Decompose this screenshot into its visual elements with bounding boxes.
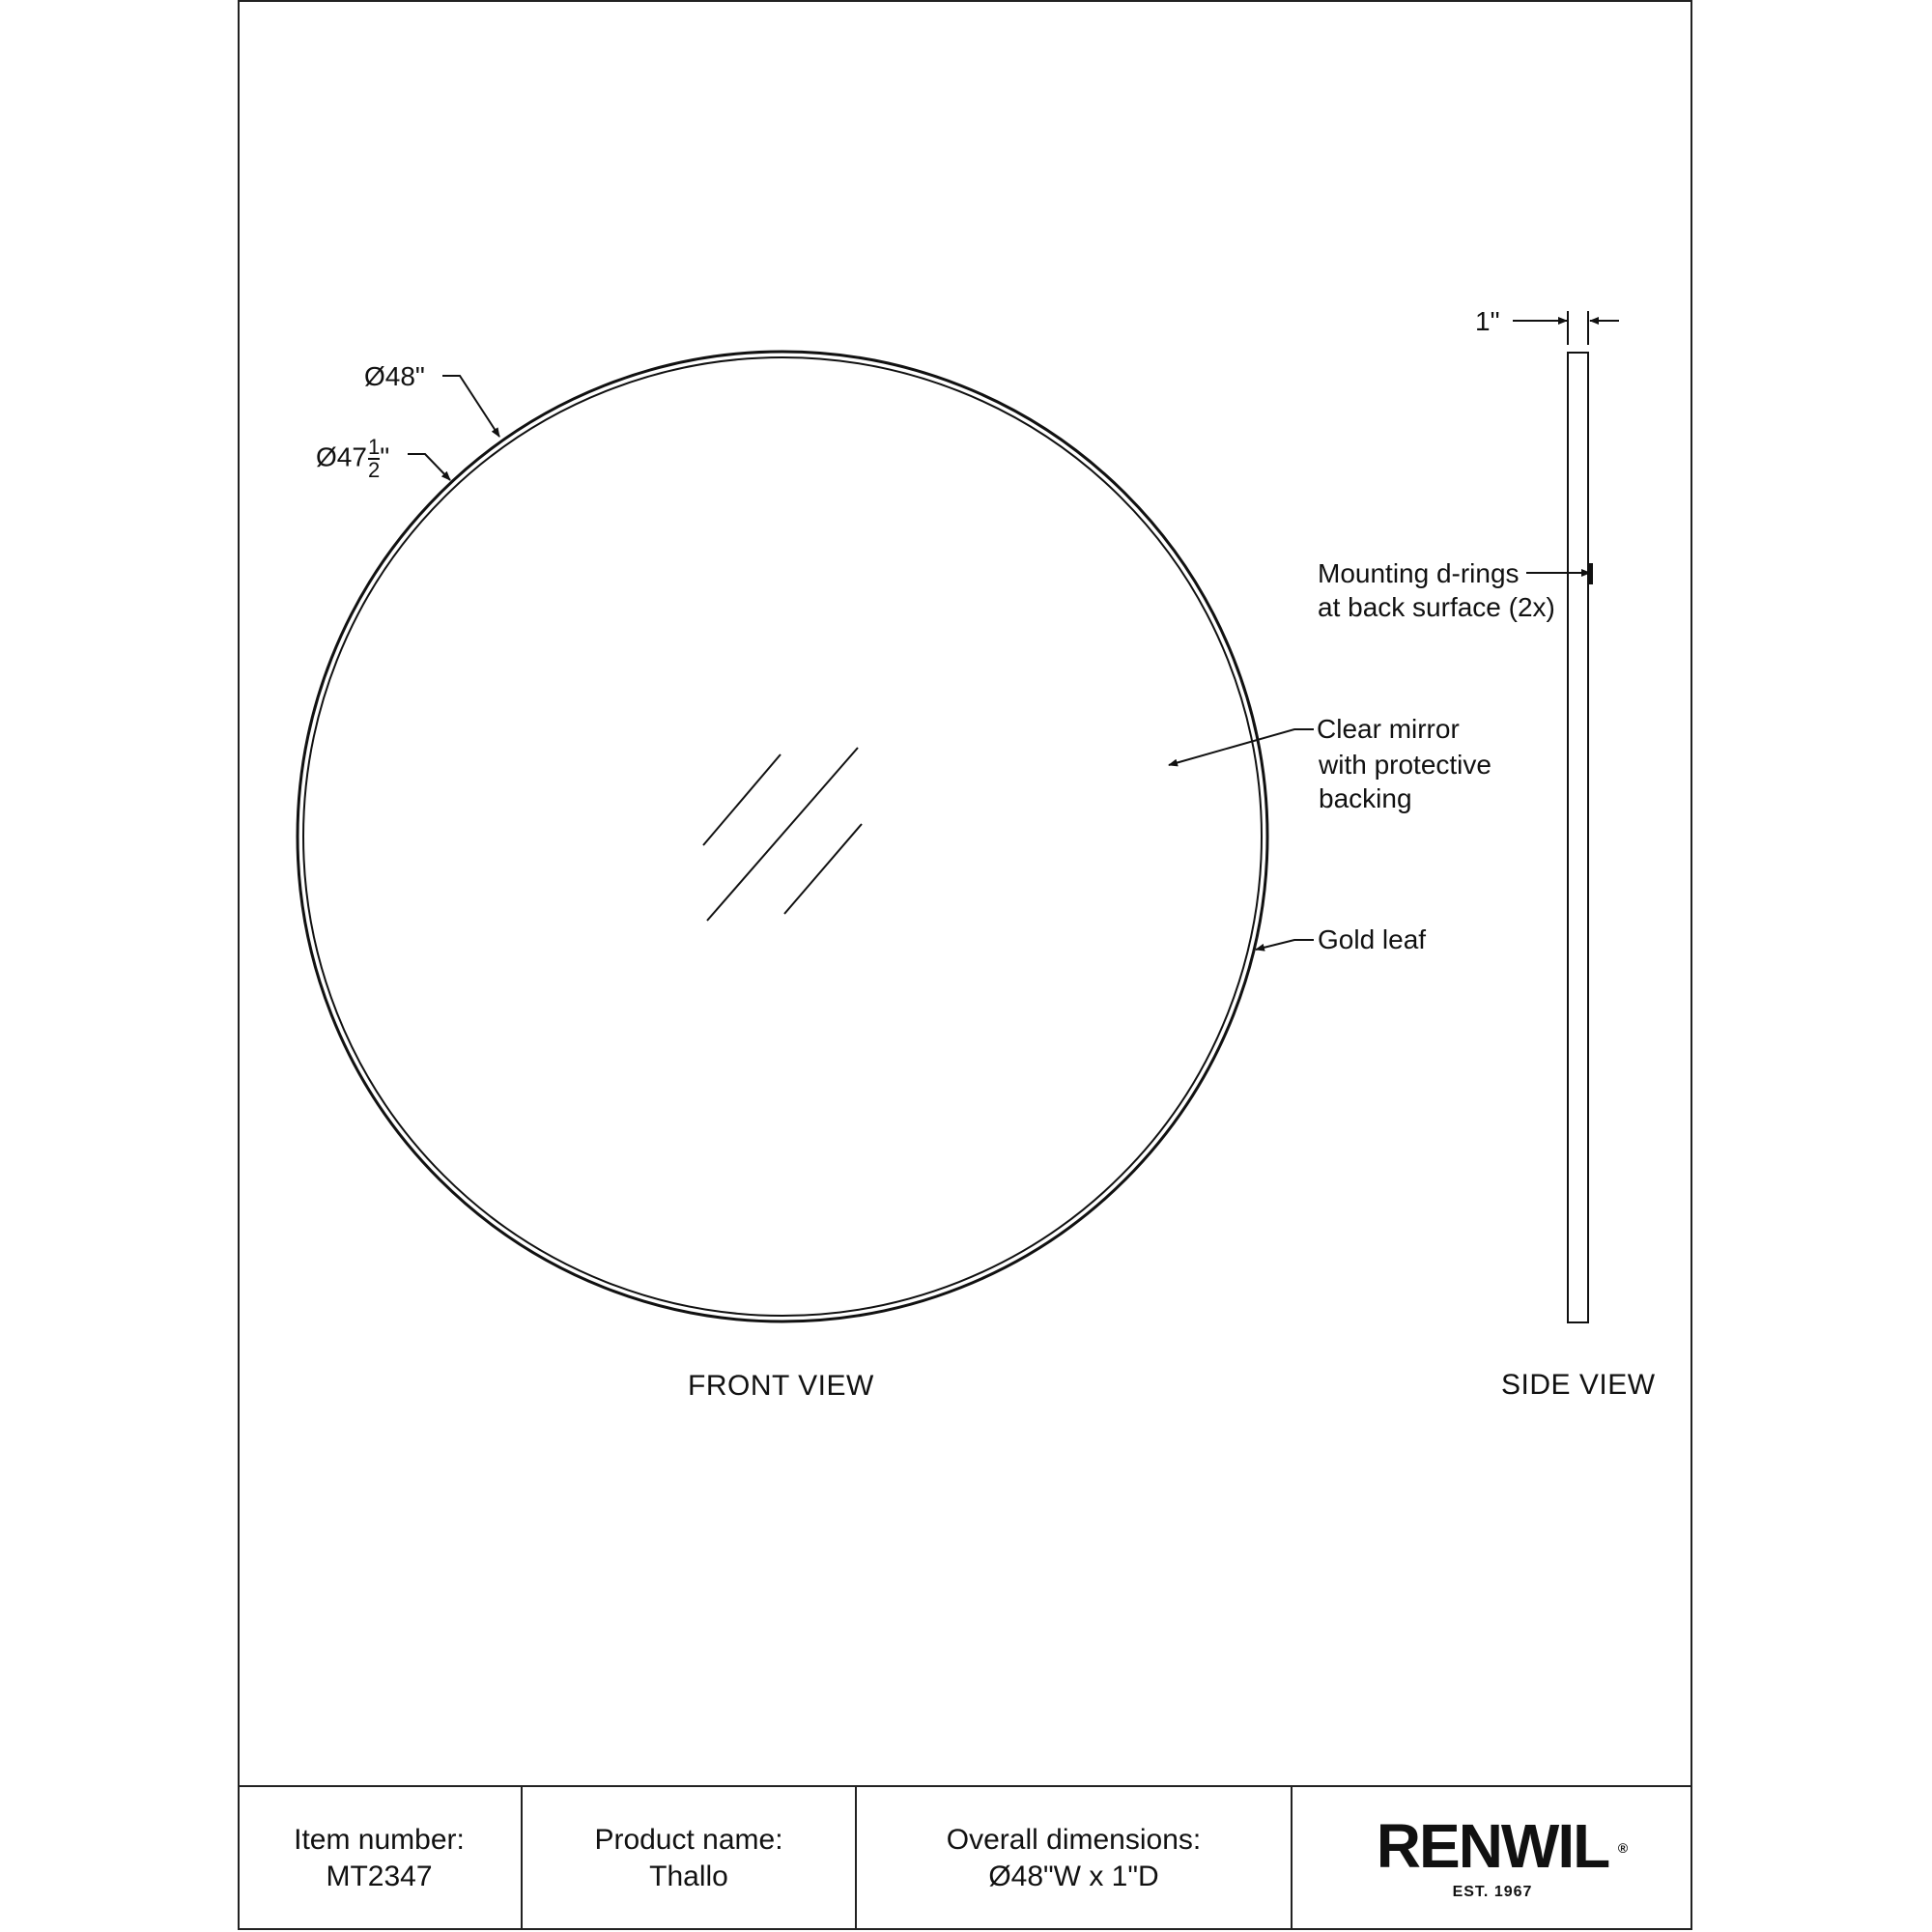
inner-diameter-whole: Ø47 (316, 441, 367, 472)
front-view-title: FRONT VIEW (688, 1370, 874, 1402)
mirror-label-line-2: with protective (1319, 750, 1492, 780)
d-ring-mark (1589, 563, 1593, 584)
mounting-label-line-2: at back surface (2x) (1318, 592, 1555, 622)
overall-dimensions-label: Overall dimensions: (946, 1824, 1202, 1856)
depth-label: 1" (1475, 306, 1500, 336)
side-profile (1568, 353, 1588, 1322)
title-block (238, 1785, 1692, 1930)
item-number-label: Item number: (294, 1824, 465, 1856)
fraction-denominator: 2 (367, 458, 381, 482)
outer-diameter-label: Ø48" (364, 361, 425, 391)
brand-logo-word: RENWIL (1376, 1811, 1609, 1881)
inch-mark: " (380, 441, 390, 472)
mirror-label-line-3: backing (1319, 783, 1412, 813)
reflection-marks (703, 748, 862, 921)
product-name-cell (523, 1787, 857, 1930)
overall-dimensions-cell (857, 1787, 1293, 1930)
overall-dimensions-value: Ø48"W x 1"D (988, 1861, 1159, 1892)
logo-cell (1293, 1787, 1692, 1930)
brand-logo (1376, 1811, 1629, 1881)
product-name-label: Product name: (594, 1824, 783, 1856)
product-name-value: Thallo (649, 1861, 728, 1892)
gold-leaf-leader (1256, 940, 1314, 950)
side-view-title: SIDE VIEW (1501, 1369, 1656, 1401)
mirror-leader (1169, 729, 1314, 765)
item-number-cell (238, 1787, 523, 1930)
depth-dimension (1513, 311, 1619, 345)
mirror-label-line-1: Clear mirror (1317, 714, 1460, 744)
registered-mark: ® (1617, 1840, 1629, 1856)
inner-diameter-label (316, 437, 389, 481)
inner-diameter-leader (408, 454, 450, 480)
inner-diameter-fraction (368, 437, 380, 481)
brand-established: EST. 1967 (1452, 1884, 1533, 1900)
inner-mirror-circle (303, 357, 1262, 1316)
item-number-value: MT2347 (326, 1861, 433, 1892)
gold-leaf-label: Gold leaf (1318, 924, 1427, 954)
mounting-label-line-1: Mounting d-rings (1318, 558, 1520, 588)
fraction-numerator: 1 (367, 435, 381, 459)
outer-diameter-leader (442, 376, 499, 437)
